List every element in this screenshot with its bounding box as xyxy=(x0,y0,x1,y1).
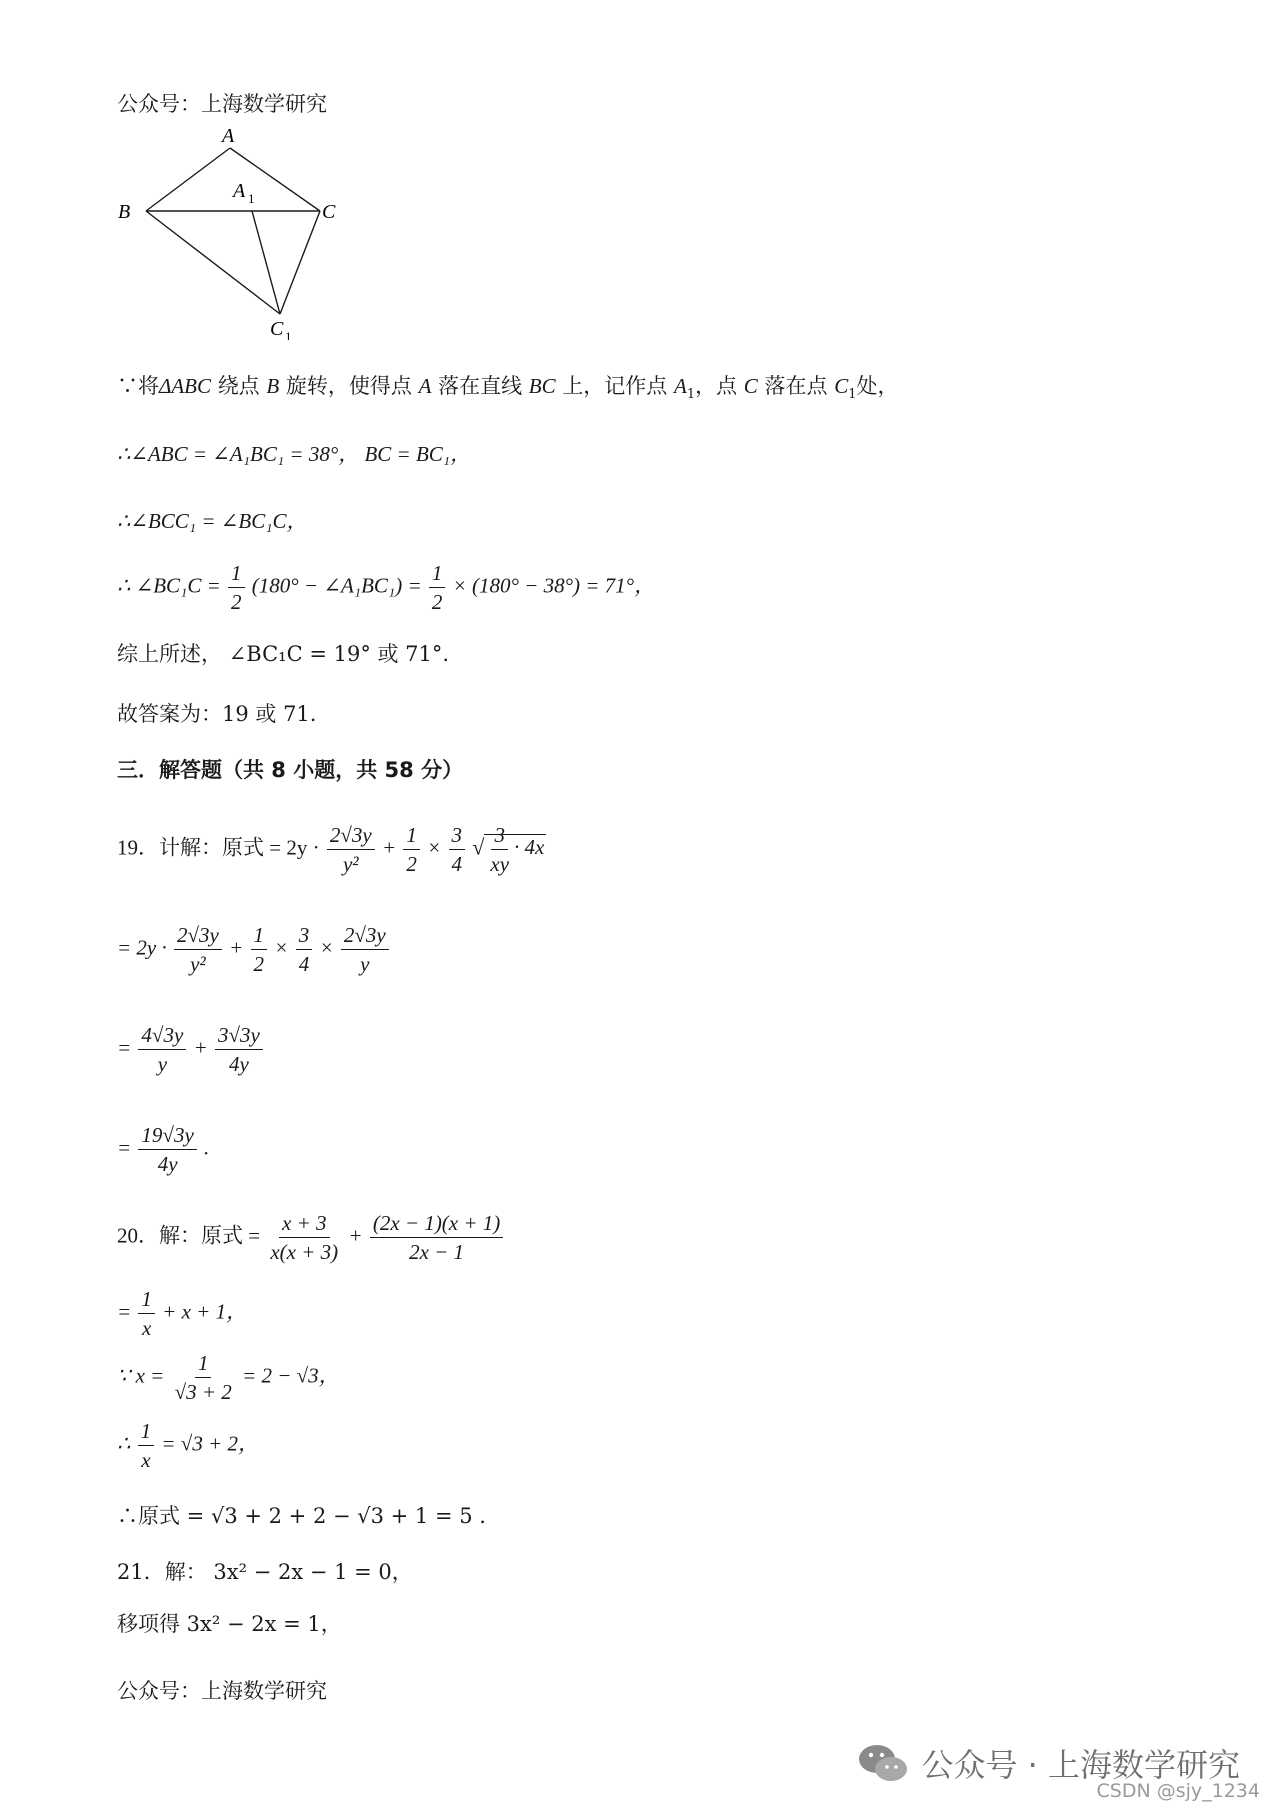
label-B: B xyxy=(118,201,131,223)
label-C: C xyxy=(322,201,336,223)
header-bottom: 公众号：上海数学研究 xyxy=(117,1679,327,1703)
triangle-figure xyxy=(100,120,360,340)
q20-line2: = $\frac{1}{x}$ + x + 1， xyxy=(117,1287,248,1340)
label-A1-sub: 1 xyxy=(248,191,255,206)
q21-line1: 21．解： 3x² − 2x − 1 = 0， xyxy=(117,1560,413,1584)
line-summary: 综上所述， ∠BC₁C = 19° 或 71°. xyxy=(117,642,450,666)
csdn-credit: CSDN @sjy_1234 xyxy=(1096,1780,1260,1802)
line-rotation: ∵将ΔABC 绕点 B 旋转，使得点 A 落在直线 BC 上，记作点 $A_1$，点 C 落在点 $C_1$处， xyxy=(117,374,899,403)
label-C1: C xyxy=(270,318,284,340)
section-heading: 三．解答题（共 8 小题，共 58 分） xyxy=(117,758,464,782)
q20-line4: ∴ $\frac{1}{x}$ = √3 + 2， xyxy=(117,1419,259,1472)
q19-line2: = 2y · $\frac{2√3y}{\text{y²}}$ + $\frac{1}{2}$ × $\frac{3}{4}$ × $\frac{2√3y}{y}$ xyxy=(117,922,391,977)
label-C1-sub: 1 xyxy=(285,329,292,340)
q21-line2: 移项得 3x² − 2x = 1， xyxy=(117,1612,342,1636)
q19-line4: = $\frac{19√3y}{4y}$ . xyxy=(117,1123,210,1176)
line-answer: 故答案为：19 或 71. xyxy=(117,702,317,726)
line-angle-calc: ∴ ∠BC₁C = $\frac{1}{2}$ (180° − ∠A₁BC₁) = $\frac{1}{2}$ × (180° − 38°) = 71°， xyxy=(117,561,656,614)
q20-line1: 20．解：原式 = $\frac{x + 3}{x(x + 3)}$ + $\frac{(2x - 1)(x + 1)}{2x - 1}$ xyxy=(117,1210,505,1265)
line-angle-abc: ∴∠ABC = ∠A₁BC₁ = 38°， BC = BC₁， xyxy=(117,442,472,466)
q19-line1: 19．计解：原式 = 2y · $\frac{2√3y}{\text{y²}}$ + $\frac{1}{2}$ × $\frac{3}{4}$ √ $\frac{3}{xy}$ · 4x xyxy=(117,823,545,876)
label-A1: A xyxy=(233,180,246,202)
q20-line3: ∵ x = $\frac{1}{√3 + 2}$ = 2 − √3， xyxy=(117,1351,340,1404)
line-angle-bcc1: ∴∠BCC₁ = ∠BC₁C， xyxy=(117,509,308,533)
q19-line3: = $\frac{4√3y}{y}$ + $\frac{3√3y}{4y}$ xyxy=(117,1022,265,1077)
label-A: A xyxy=(222,125,235,147)
watermark-text: 公众号 · 上海数学研究 xyxy=(921,1746,1240,1784)
q20-line5: ∴原式 = √3 + 2 + 2 − √3 + 1 = 5 . xyxy=(117,1504,486,1528)
wechat-icon xyxy=(857,1743,909,1783)
header-top: 公众号：上海数学研究 xyxy=(117,92,327,116)
